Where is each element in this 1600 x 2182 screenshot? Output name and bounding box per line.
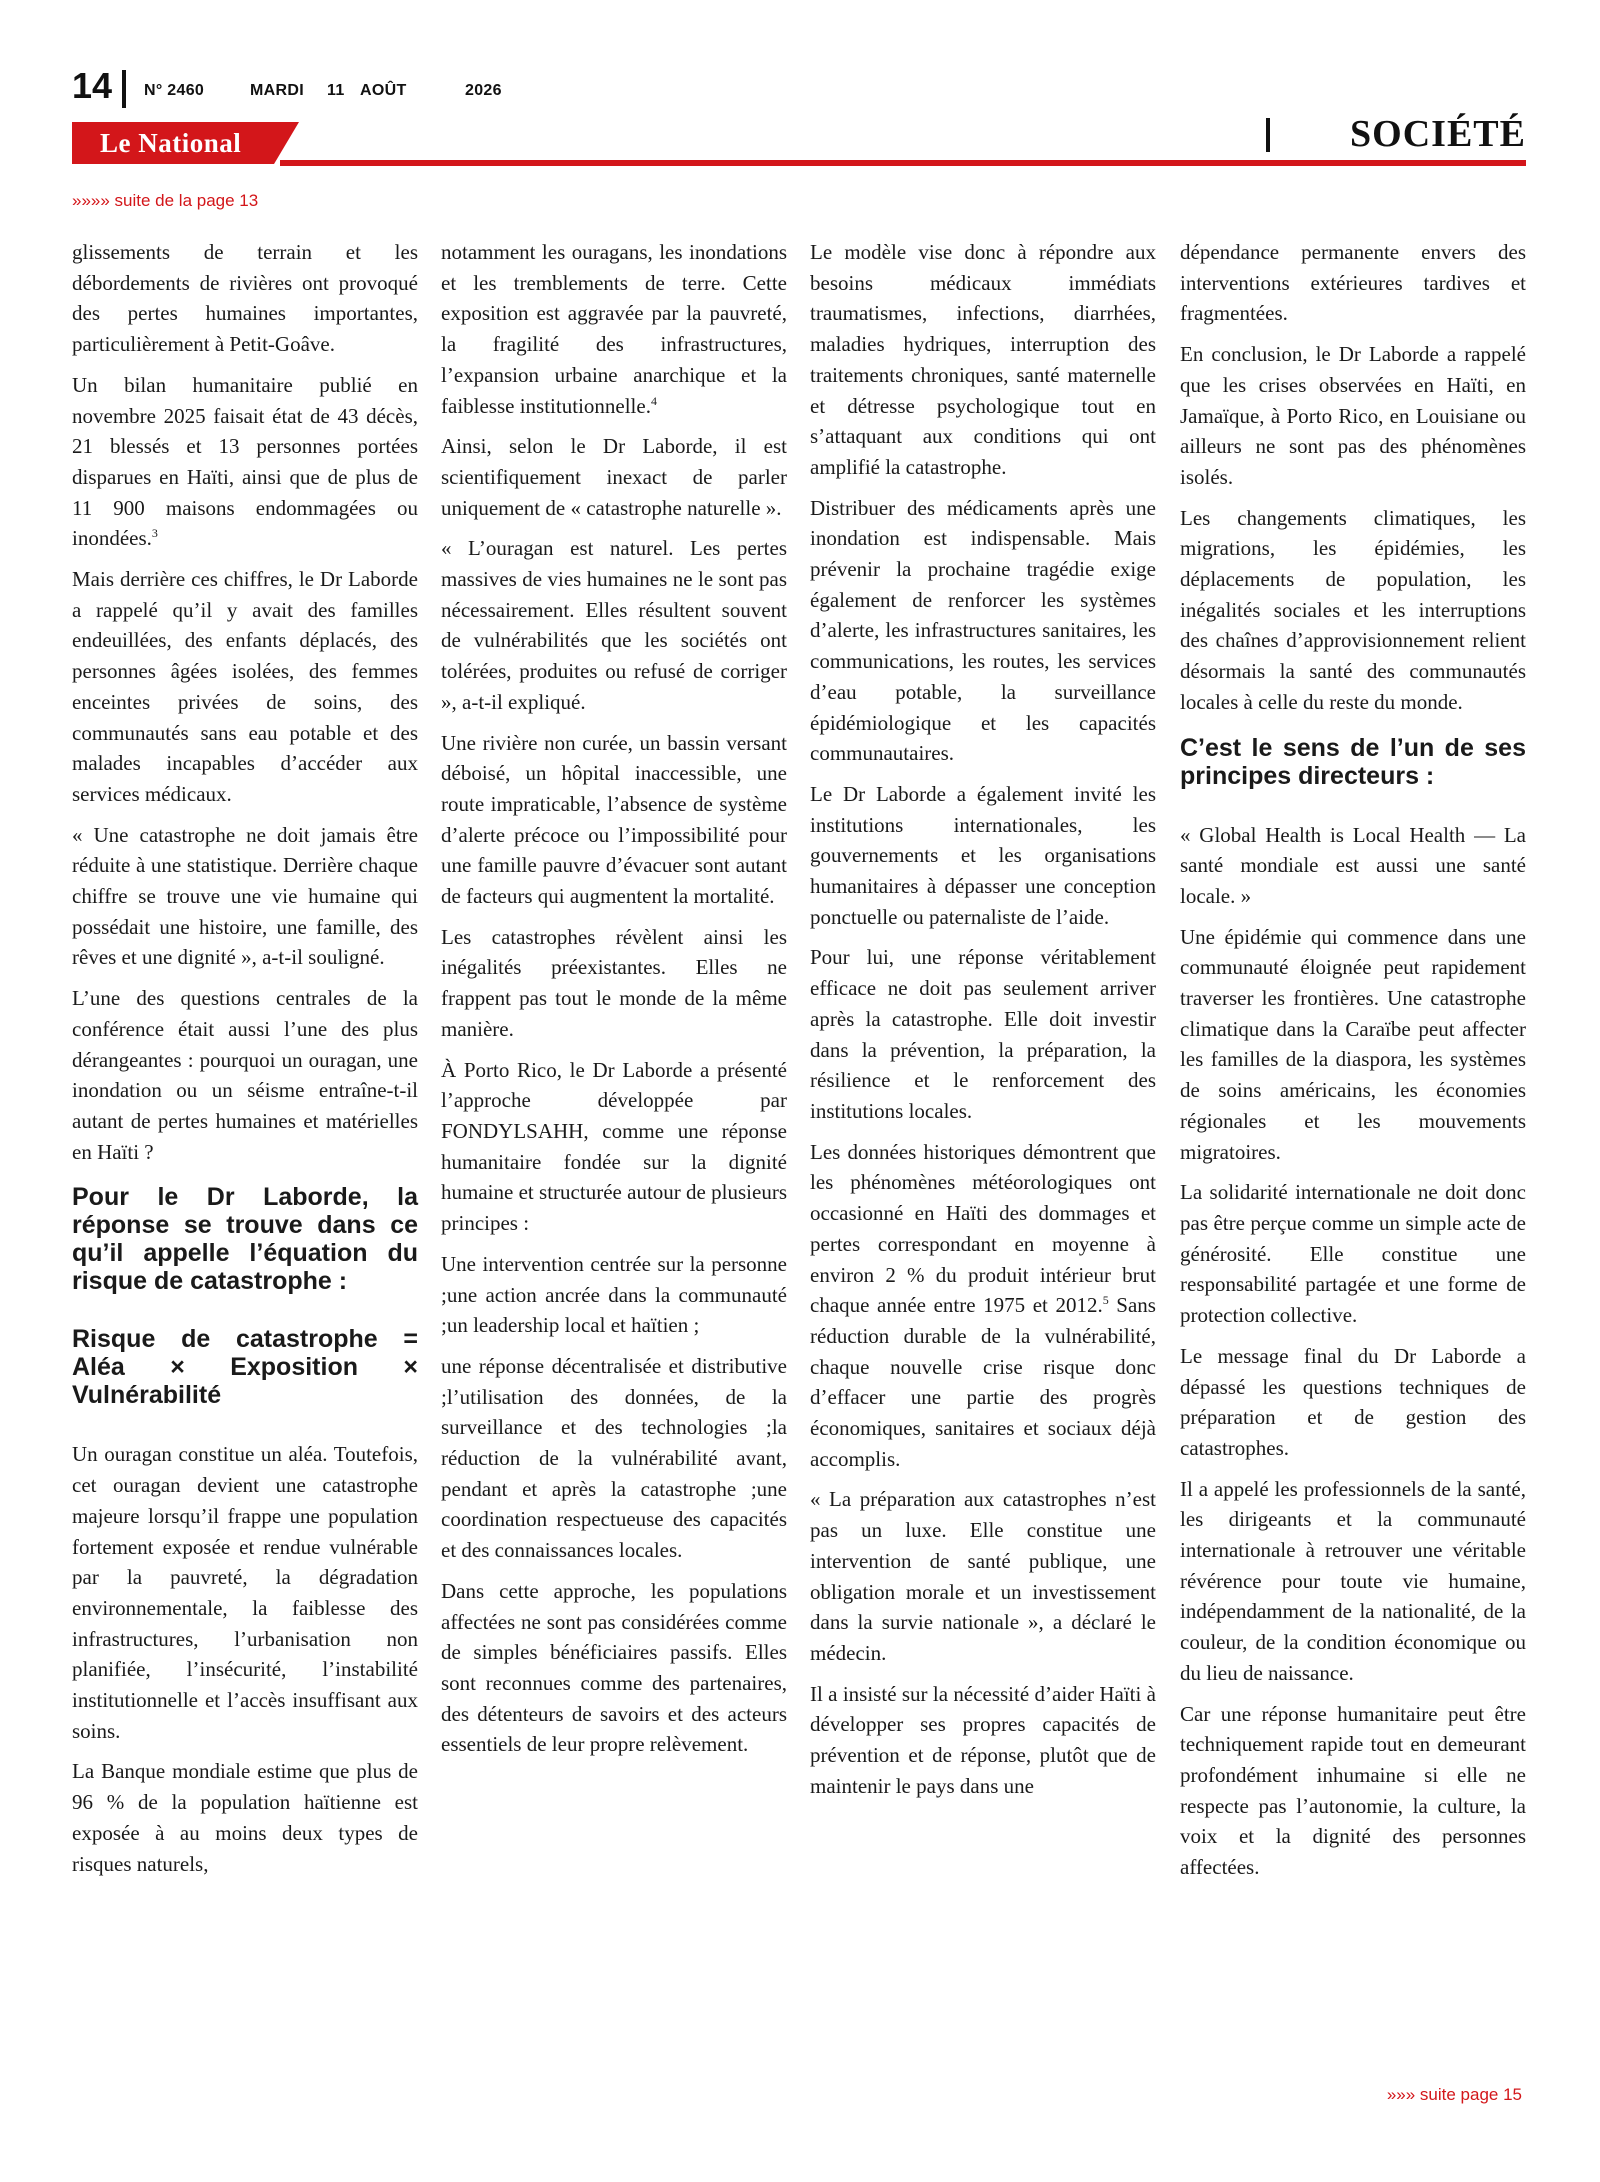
page-number-divider bbox=[122, 70, 126, 108]
issue-number: N° 2460 bbox=[144, 82, 205, 99]
paragraph: Une rivière non curée, un bassin versant déboisé, un hôpital inaccessible, une route impraticable, l’absence de système d’alerte précoce ou l’impossibilité pour une famille pauvre d’évacuer sont autant de facteurs qui augmentent la mortalité. bbox=[441, 730, 787, 909]
paragraph: Distribuer des médicaments après une inondation est indispensable. Mais prévenir la prochaine tragédie exige également de renforcer les systèmes d’alerte, les infrastructures sanitaires, les communications, les routes, les services d’eau potable, la surveillance épidémiologique et les capacités communautaires. bbox=[810, 495, 1156, 766]
paragraph: « Une catastrophe ne doit jamais être réduite à une statistique. Derrière chaque chiffre se trouve une vie humaine qui possédait une histoire, une famille, des rêves et une dignité », a-t-il souligné. bbox=[72, 822, 418, 970]
issue-day: 11 bbox=[327, 82, 345, 99]
paragraph: Le message final du Dr Laborde a dépassé les questions techniques de préparation et de gestion des catastrophes. bbox=[1180, 1343, 1526, 1460]
paragraph: Les données historiques démontrent que les phénomènes météorologiques ont occasionné en Haïti des dommages et pertes correspondant en moyenne à environ 2 % du produit intérieur brut chaque année entre 1975 et 2012.$^5$ Sans réduction durable de la vulnérabilité, chaque nouvelle crise risque donc d’effacer une partie des progrès économiques, sanitaires et sociaux déjà accomplis. bbox=[810, 1139, 1156, 1471]
paragraph: « Global Health is Local Health — La santé mondiale est aussi une santé locale. » bbox=[1180, 822, 1526, 908]
paragraph: Mais derrière ces chiffres, le Dr Laborde a rappelé qu’il y avait des familles endeuillées, des enfants déplacés, des personnes âgées isolées, des femmes enceintes privées de soins, des communautés sans eau potable et des malades incapables d’accéder aux services médicaux. bbox=[72, 567, 418, 806]
section-divider bbox=[1266, 118, 1270, 152]
paragraph: Le modèle vise donc à répondre aux besoins médicaux immédiats traumatismes, infections, diarrhées, maladies hydriques, interruption des traitements chroniques, santé maternelle et détresse psychologique tout en s’attaquant aux conditions qui ont amplifié la catastrophe. bbox=[810, 240, 1156, 479]
paragraph: glissements de terrain et les débordements de rivières ont provoqué des pertes humaines importantes, particulièrement à Petit-Goâve. bbox=[72, 240, 418, 357]
paragraph: Les catastrophes révèlent ainsi les inégalités préexistantes. Elles ne frappent pas tout le monde de la même manière. bbox=[441, 924, 787, 1041]
footnote-ref: 5 bbox=[1102, 1293, 1109, 1308]
paragraph: une réponse décentralisée et distributive ;l’utilisation des données, de la surveillance et des technologies ;la réduction de la vulnérabilité avant, pendant et après la catastrophe ;une coordination respectueuse des capacités et des connaissances locales. bbox=[441, 1353, 787, 1563]
paragraph: dépendance permanente envers des interventions extérieures tardives et fragmentées. bbox=[1180, 240, 1526, 326]
issue-weekday: MARDI bbox=[250, 82, 304, 99]
issue-year: 2026 bbox=[465, 82, 502, 99]
paragraph: Une intervention centrée sur la personne ;une action ancrée dans la communauté ;un leadership local et haïtien ; bbox=[441, 1251, 787, 1338]
paragraph: Un bilan humanitaire publié en novembre 2025 faisait état de 43 décès, 21 blessés et 13 personnes portées disparues en Haïti, ainsi que de plus de 11 900 maisons endommagées ou inondées.$^3$ bbox=[72, 372, 418, 551]
paragraph: Car une réponse humanitaire peut être techniquement rapide tout en demeurant profondément inhumaine si elle ne respecte pas l’autonomie, la culture, la voix et la dignité des personnes affectées. bbox=[1180, 1701, 1526, 1880]
header-rule bbox=[280, 160, 1526, 166]
paragraph: « La préparation aux catastrophes n’est pas un luxe. Elle constitue une intervention de santé publique, une obligation morale et un investissement dans la survie nationale », a déclaré le médecin. bbox=[810, 1487, 1156, 1665]
paragraph: En conclusion, le Dr Laborde a rappelé que les crises observées en Haïti, en Jamaïque, à Porto Rico, en Louisiane ou ailleurs ne sont pas des phénomènes isolés. bbox=[1180, 342, 1526, 489]
section-title: SOCIÉTÉ bbox=[1350, 113, 1526, 155]
paragraph: Un ouragan constitue un aléa. Toutefois, cet ouragan devient une catastrophe majeure lorsqu’il frappe une population fortement exposée et rendue vulnérable par la pauvreté, la dégradation environnementale, la faiblesse des infrastructures, l’urbanisation non planifiée, l’insécurité, l’instabilité institutionnelle et l’accès insuffisant aux soins. bbox=[72, 1442, 418, 1743]
article-column-3 bbox=[810, 237, 1156, 1811]
subheading: Pour le Dr Laborde, la réponse se trouve dans ce qu’il appelle l’équation du risque de catastrophe : bbox=[72, 1183, 418, 1296]
paragraph: Il a insisté sur la nécessité d’aider Haïti à développer ses propres capacités de prévention et de réponse, plutôt que de maintenir le pays dans une bbox=[810, 1681, 1156, 1798]
article-column-4 bbox=[1180, 237, 1526, 1893]
article-column-1 bbox=[72, 237, 418, 1889]
footnote-ref: 3 bbox=[151, 526, 158, 541]
issue-month: AOÛT bbox=[360, 82, 407, 99]
paragraph: « L’ouragan est naturel. Les pertes massives de vies humaines ne le sont pas nécessairement. Elles résultent souvent de vulnérabilités que les sociétés ont tolérées, produites ou refusé de corriger », a-t-il expliqué. bbox=[441, 536, 787, 714]
paragraph: La solidarité internationale ne doit donc pas être perçue comme un simple acte de générosité. Elle constitue une responsabilité partagée et une forme de protection collective. bbox=[1180, 1180, 1526, 1328]
continued-from: »»»» suite de la page 13 bbox=[72, 191, 259, 210]
subheading: Risque de catastrophe = Aléa × Exposition × Vulnérabilité bbox=[72, 1325, 418, 1410]
paragraph: Une épidémie qui commence dans une communauté éloignée peut rapidement traverser les frontières. Une catastrophe climatique dans la Caraïbe peut affecter les familles de la diaspora, les systèmes de soins américains, les économies régionales et les mouvements migratoires. bbox=[1180, 924, 1526, 1164]
subheading: C’est le sens de l’un de ses principes directeurs : bbox=[1180, 733, 1526, 790]
continued-to: »»» suite page 15 bbox=[1386, 2085, 1522, 2104]
newspaper-logo: Le National bbox=[100, 128, 242, 158]
paragraph: L’une des questions centrales de la conférence était aussi l’une des plus dérangeantes : pourquoi un ouragan, une inondation ou un séisme entraîne-t-il autant de pertes humaines et matérielles en Haïti ? bbox=[72, 986, 418, 1164]
paragraph: Ainsi, selon le Dr Laborde, il est scientifiquement inexact de parler uniquement de « catastrophe naturelle ». bbox=[441, 434, 787, 520]
paragraph: La Banque mondiale estime que plus de 96 % de la population haïtienne est exposée à au moins deux types de risques naturels, bbox=[72, 1759, 418, 1876]
footnote-ref: 4 bbox=[650, 393, 657, 408]
paragraph: Le Dr Laborde a également invité les institutions internationales, les gouvernements et les organisations humanitaires à dépasser une conception ponctuelle ou paternaliste de l’aide. bbox=[810, 781, 1156, 929]
article-column-2 bbox=[441, 237, 787, 1770]
paragraph: Pour lui, une réponse véritablement efficace ne doit pas seulement arriver après la catastrophe. Elle doit investir dans la prévention, la préparation, la résilience et le renforcement des institutions locales. bbox=[810, 945, 1156, 1123]
paragraph: Dans cette approche, les populations affectées ne sont pas considérées comme de simples bénéficiaires passifs. Elles sont reconnues comme des partenaires, des détenteurs de savoirs et des acteurs essentiels de leur propre relèvement. bbox=[441, 1578, 787, 1757]
paragraph: notamment les ouragans, les inondations et les tremblements de terre. Cette exposition est aggravée par la pauvreté, la fragilité des infrastructures, l’expansion urbaine anarchique et la faiblesse institutionnelle.$^4$ bbox=[441, 240, 787, 418]
paragraph: Les changements climatiques, les migrations, les épidémies, les déplacements de population, les inégalités sociales et les interruptions des chaînes d’approvisionnement relient désormais la santé des communautés locales à celle du reste du monde. bbox=[1180, 505, 1526, 714]
page-number: 14 bbox=[72, 65, 113, 106]
paragraph: À Porto Rico, le Dr Laborde a présenté l’approche développée par FONDYLSAHH, comme une réponse humanitaire fondée sur la dignité humaine et structurée autour de plusieurs principes : bbox=[441, 1057, 787, 1236]
paragraph: Il a appelé les professionnels de la santé, les dirigeants et la communauté internationale à retrouver une véritable révérence pour toute vie humaine, indépendamment de la nationalité, de la couleur, de la condition économique ou du lieu de naissance. bbox=[1180, 1476, 1526, 1685]
